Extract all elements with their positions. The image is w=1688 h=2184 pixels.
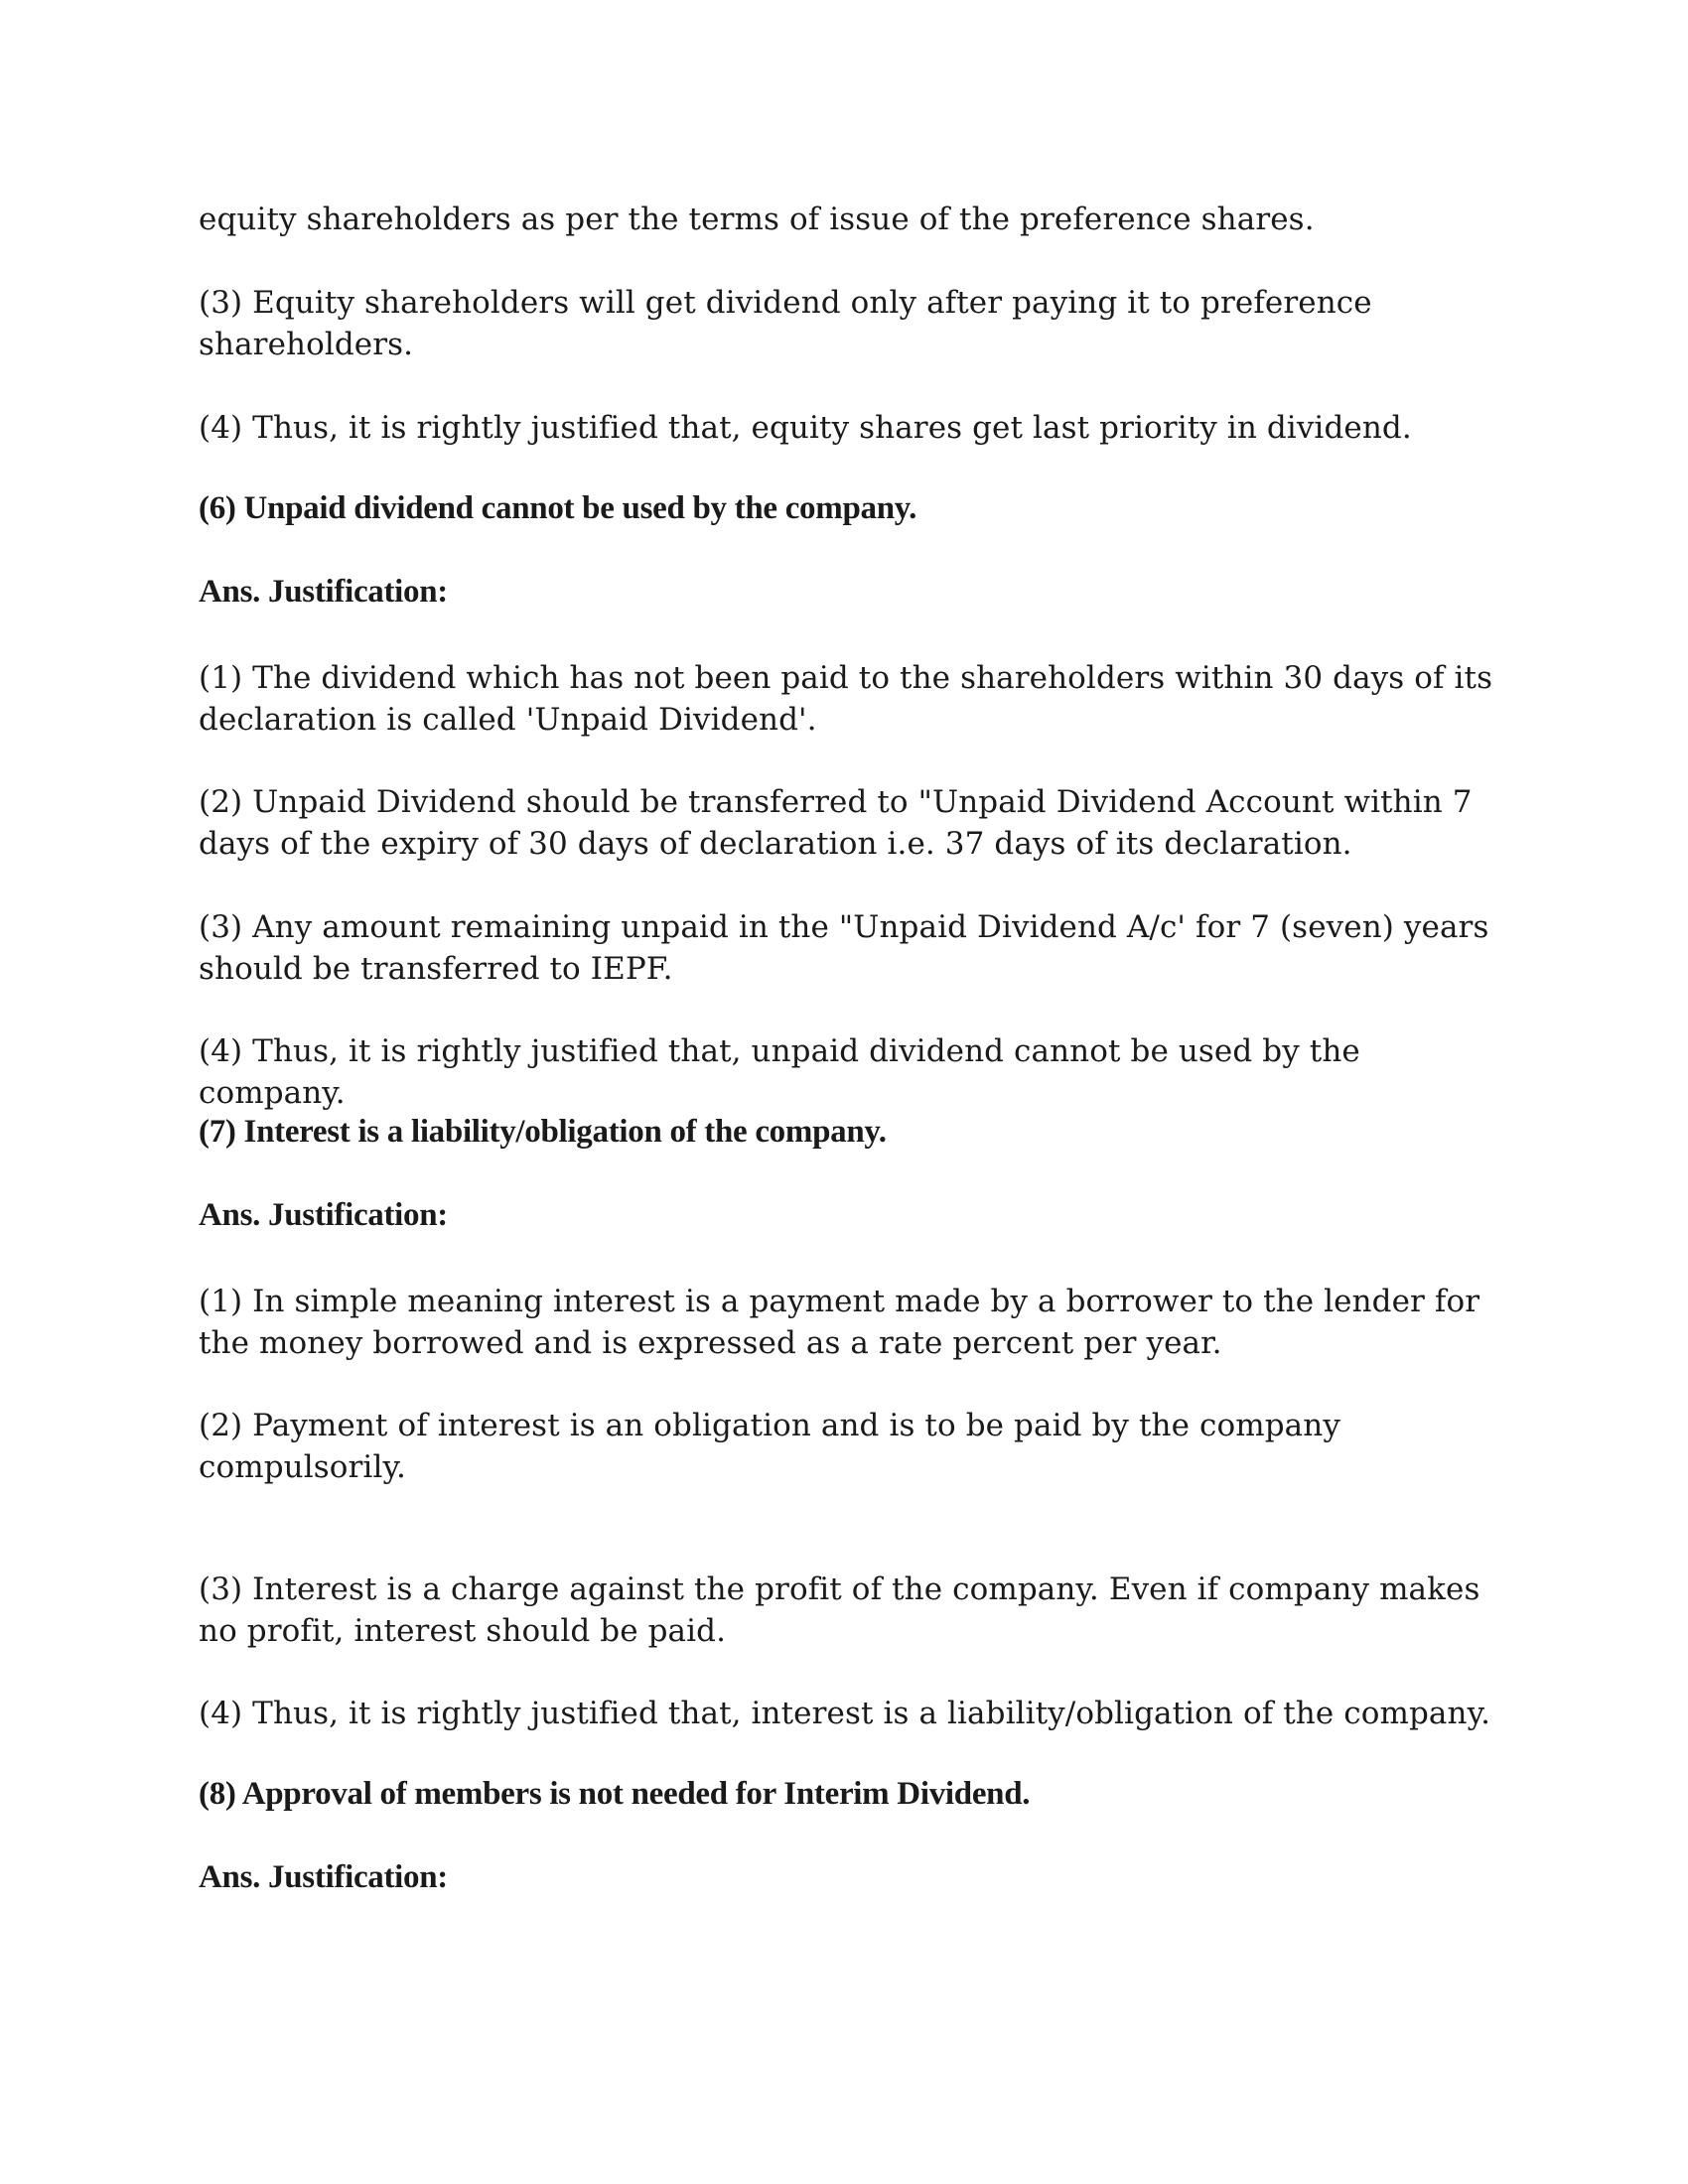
question-7-point-3: (3) Interest is a charge against the profit of the company. Even if company makes no profit, interest should be paid. (199, 1571, 1480, 1649)
question-6-point-4: (4) Thus, it is rightly justified that, unpaid dividend cannot be used by the company. (199, 1033, 1360, 1111)
question-6-point-3: (3) Any amount remaining unpaid in the "Unpaid Dividend A/c' for 7 (seven) years should be transferred to IEPF. (199, 909, 1489, 987)
question-6-point-1: (1) The dividend which has not been paid to the shareholders within 30 days of its declaration is called 'Unpaid Dividend'. (199, 660, 1493, 738)
question-7-answer-label: Ans. Justification: (199, 1197, 448, 1233)
question-7-point-1: (1) In simple meaning interest is a payment made by a borrower to the lender for the money borrowed and is expressed as a rate percent per year. (199, 1284, 1480, 1361)
question-6-heading: (6) Unpaid dividend cannot be used by the company. (199, 490, 917, 526)
question-8-answer-label: Ans. Justification: (199, 1859, 448, 1895)
question-6-point-2: (2) Unpaid Dividend should be transferred to "Unpaid Dividend Account within 7 days of the expiry of 30 days of declaration i.e. 37 days of its declaration. (199, 784, 1473, 862)
question-7-point-2: (2) Payment of interest is an obligation and is to be paid by the company compulsorily. (199, 1408, 1340, 1485)
point-5-4-paragraph: (4) Thus, it is rightly justified that, equity shares get last priority in dividend. (199, 410, 1412, 446)
question-8-heading: (8) Approval of members is not needed for Interim Dividend. (199, 1776, 1031, 1812)
question-6-answer-label: Ans. Justification: (199, 574, 448, 610)
point-5-3-paragraph: (3) Equity shareholders will get dividend only after paying it to preference shareholders. (199, 285, 1372, 362)
intro-paragraph: equity shareholders as per the terms of issue of the preference shares. (199, 202, 1315, 237)
question-7-point-4: (4) Thus, it is rightly justified that, interest is a liability/obligation of the company. (199, 1696, 1491, 1731)
question-7-heading: (7) Interest is a liability/obligation of the company. (199, 1114, 887, 1150)
